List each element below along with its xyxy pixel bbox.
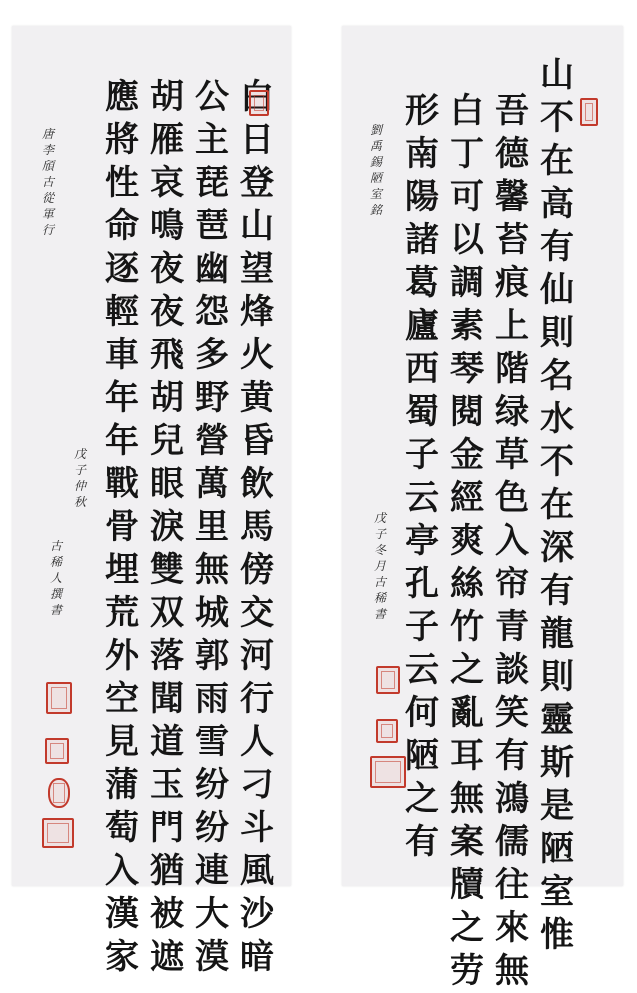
inscription-glyph: 書 <box>374 607 387 621</box>
calligraphy-char: 孔 <box>405 564 439 604</box>
calligraphy-char: 草 <box>495 435 529 475</box>
calligraphy-char: 骨 <box>105 507 139 547</box>
calligraphy-char: 之 <box>405 779 439 819</box>
calligraphy-char: 道 <box>150 722 184 762</box>
calligraphy-char: 營 <box>195 421 229 461</box>
inscription-glyph: 頎 <box>42 159 55 173</box>
calligraphy-char: 胡 <box>150 77 184 117</box>
calligraphy-char: 雁 <box>150 120 184 160</box>
inscription-glyph: 月 <box>374 559 387 573</box>
calligraphy-char: 雪 <box>195 722 229 762</box>
inscription-glyph: 劉 <box>370 123 383 137</box>
calligraphy-char: 笑 <box>495 693 529 733</box>
calligraphy-char: 馨 <box>495 177 529 217</box>
right-column-1 <box>537 54 577 957</box>
inscription-glyph: 人 <box>50 571 63 585</box>
calligraphy-char: 西 <box>405 349 439 389</box>
calligraphy-char: 蒲 <box>105 765 139 805</box>
calligraphy-char: 風 <box>240 851 274 891</box>
calligraphy-char: 痕 <box>495 263 529 303</box>
inscription-glyph: 戊 <box>374 511 387 525</box>
inscription-glyph: 秋 <box>74 495 87 509</box>
calligraphy-char: 何 <box>405 693 439 733</box>
right-seal-1 <box>376 666 400 694</box>
right-seal-3 <box>370 756 406 788</box>
calligraphy-char: 里 <box>195 507 229 547</box>
calligraphy-char: 萄 <box>105 808 139 848</box>
calligraphy-char: 河 <box>240 636 274 676</box>
calligraphy-char: 登 <box>240 163 274 203</box>
left-scroll <box>12 26 291 977</box>
calligraphy-char: 丁 <box>450 134 484 174</box>
calligraphy-char: 交 <box>240 593 274 633</box>
calligraphy-char: 見 <box>105 722 139 762</box>
calligraphy-char: 則 <box>540 657 574 697</box>
calligraphy-char: 主 <box>195 120 229 160</box>
inscription-glyph: 李 <box>42 143 55 157</box>
calligraphy-char: 性 <box>105 163 139 203</box>
left-column-1 <box>237 76 277 979</box>
calligraphy-char: 猶 <box>150 851 184 891</box>
calligraphy-char: 胡 <box>150 378 184 418</box>
calligraphy-char: 刁 <box>240 765 274 805</box>
inscription-glyph: 錫 <box>370 155 383 169</box>
calligraphy-char: 鳴 <box>150 206 184 246</box>
inscription-glyph: 戊 <box>74 447 87 461</box>
calligraphy-char: 上 <box>495 306 529 346</box>
left-inscription-title <box>42 126 54 238</box>
calligraphy-char: 帘 <box>495 564 529 604</box>
calligraphy-char: 漠 <box>195 937 229 977</box>
calligraphy-char: 閱 <box>450 392 484 432</box>
calligraphy-char: 萬 <box>195 464 229 504</box>
calligraphy-char: 埋 <box>105 550 139 590</box>
right-seal-top <box>580 98 598 126</box>
calligraphy-char: 纷 <box>195 808 229 848</box>
calligraphy-char: 有 <box>405 822 439 862</box>
calligraphy-char: 來 <box>495 908 529 948</box>
calligraphy-char: 靈 <box>540 700 574 740</box>
calligraphy-char: 望 <box>240 249 274 289</box>
calligraphy-char: 城 <box>195 593 229 633</box>
calligraphy-char: 將 <box>105 120 139 160</box>
right-seal-2 <box>376 719 398 743</box>
calligraphy-char: 德 <box>495 134 529 174</box>
calligraphy-char: 有 <box>540 227 574 267</box>
inscription-glyph: 仲 <box>74 479 87 493</box>
calligraphy-char: 黄 <box>240 378 274 418</box>
right-column-2 <box>492 90 532 993</box>
calligraphy-char: 琶 <box>195 206 229 246</box>
left-seal-2 <box>45 738 69 764</box>
calligraphy-char: 荒 <box>105 593 139 633</box>
left-seal-4 <box>42 818 74 848</box>
left-column-2 <box>192 76 232 979</box>
calligraphy-char: 之 <box>450 908 484 948</box>
calligraphy-char: 逐 <box>105 249 139 289</box>
calligraphy-char: 色 <box>495 478 529 518</box>
calligraphy-char: 入 <box>105 851 139 891</box>
calligraphy-char: 竹 <box>450 607 484 647</box>
calligraphy-char: 子 <box>405 607 439 647</box>
calligraphy-char: 龍 <box>540 614 574 654</box>
right-column-4 <box>402 90 442 864</box>
calligraphy-char: 鴻 <box>495 779 529 819</box>
calligraphy-char: 多 <box>195 335 229 375</box>
calligraphy-char: 烽 <box>240 292 274 332</box>
calligraphy-char: 陋 <box>540 829 574 869</box>
calligraphy-char: 則 <box>540 313 574 353</box>
calligraphy-char: 戰 <box>105 464 139 504</box>
calligraphy-char: 名 <box>540 356 574 396</box>
calligraphy-char: 命 <box>105 206 139 246</box>
calligraphy-char: 陋 <box>405 736 439 776</box>
inscription-glyph: 書 <box>50 603 63 617</box>
left-column-3 <box>147 76 187 979</box>
calligraphy-char: 雨 <box>195 679 229 719</box>
inscription-glyph: 古 <box>42 175 55 189</box>
right-inscription-date-signature <box>374 510 386 622</box>
calligraphy-char: 琵 <box>195 163 229 203</box>
calligraphy-char: 昏 <box>240 421 274 461</box>
calligraphy-char: 吾 <box>495 91 529 131</box>
calligraphy-char: 是 <box>540 786 574 826</box>
inscription-glyph: 銘 <box>370 203 383 217</box>
calligraphy-char: 漢 <box>105 894 139 934</box>
calligraphy-char: 劳 <box>450 951 484 991</box>
inscription-glyph: 稀 <box>374 591 387 605</box>
calligraphy-char: 高 <box>540 184 574 224</box>
calligraphy-char: 無 <box>195 550 229 590</box>
inscription-glyph: 唐 <box>42 127 55 141</box>
calligraphy-char: 在 <box>540 141 574 181</box>
inscription-glyph: 子 <box>374 527 387 541</box>
calligraphy-char: 車 <box>105 335 139 375</box>
right-column-3 <box>447 90 487 993</box>
inscription-glyph: 陋 <box>370 171 383 185</box>
calligraphy-char: 連 <box>195 851 229 891</box>
calligraphy-char: 玉 <box>150 765 184 805</box>
calligraphy-char: 往 <box>495 865 529 905</box>
calligraphy-char: 青 <box>495 607 529 647</box>
calligraphy-char: 室 <box>540 872 574 912</box>
calligraphy-char: 淚 <box>150 507 184 547</box>
calligraphy-char: 山 <box>240 206 274 246</box>
calligraphy-char: 绿 <box>495 392 529 432</box>
right-scroll <box>342 26 623 991</box>
calligraphy-char: 不 <box>540 442 574 482</box>
calligraphy-char: 落 <box>150 636 184 676</box>
calligraphy-char: 入 <box>495 521 529 561</box>
calligraphy-char: 双 <box>150 593 184 633</box>
calligraphy-char: 斯 <box>540 743 574 783</box>
calligraphy-char: 以 <box>450 220 484 260</box>
calligraphy-char: 眼 <box>150 464 184 504</box>
left-seal-1 <box>46 682 72 714</box>
calligraphy-char: 葛 <box>405 263 439 303</box>
calligraphy-char: 儒 <box>495 822 529 862</box>
calligraphy-char: 斗 <box>240 808 274 848</box>
calligraphy-char: 傍 <box>240 550 274 590</box>
calligraphy-char: 飛 <box>150 335 184 375</box>
left-seal-top <box>249 90 269 116</box>
calligraphy-char: 野 <box>195 378 229 418</box>
calligraphy-char: 雙 <box>150 550 184 590</box>
calligraphy-char: 無 <box>495 951 529 991</box>
left-column-4 <box>102 76 142 979</box>
calligraphy-char: 門 <box>150 808 184 848</box>
calligraphy-char: 有 <box>495 736 529 776</box>
calligraphy-char: 牘 <box>450 865 484 905</box>
calligraphy-char: 遮 <box>150 937 184 977</box>
inscription-glyph: 軍 <box>42 207 55 221</box>
calligraphy-char: 公 <box>195 77 229 117</box>
calligraphy-char: 廬 <box>405 306 439 346</box>
calligraphy-char: 夜 <box>150 292 184 332</box>
calligraphy-char: 陽 <box>405 177 439 217</box>
left-inscription-date <box>74 446 86 510</box>
calligraphy-char: 絲 <box>450 564 484 604</box>
calligraphy-char: 深 <box>540 528 574 568</box>
calligraphy-char: 家 <box>105 937 139 977</box>
inscription-glyph: 室 <box>370 187 383 201</box>
calligraphy-char: 空 <box>105 679 139 719</box>
right-inscription-title <box>370 122 382 218</box>
calligraphy-char: 大 <box>195 894 229 934</box>
calligraphy-char: 怨 <box>195 292 229 332</box>
inscription-glyph: 撰 <box>50 587 63 601</box>
inscription-glyph: 從 <box>42 191 55 205</box>
calligraphy-char: 日 <box>240 120 274 160</box>
calligraphy-char: 有 <box>540 571 574 611</box>
calligraphy-char: 素 <box>450 306 484 346</box>
calligraphy-char: 人 <box>240 722 274 762</box>
calligraphy-char: 行 <box>240 679 274 719</box>
calligraphy-char: 子 <box>405 435 439 475</box>
calligraphy-char: 經 <box>450 478 484 518</box>
calligraphy-char: 兒 <box>150 421 184 461</box>
calligraphy-char: 暗 <box>240 937 274 977</box>
calligraphy-char: 調 <box>450 263 484 303</box>
calligraphy-char: 亂 <box>450 693 484 733</box>
calligraphy-char: 年 <box>105 421 139 461</box>
calligraphy-char: 應 <box>105 77 139 117</box>
calligraphy-char: 輕 <box>105 292 139 332</box>
left-inscription-signature <box>50 538 62 618</box>
calligraphy-char: 案 <box>450 822 484 862</box>
calligraphy-char: 聞 <box>150 679 184 719</box>
calligraphy-char: 亭 <box>405 521 439 561</box>
calligraphy-char: 階 <box>495 349 529 389</box>
calligraphy-char: 白 <box>450 91 484 131</box>
calligraphy-char: 幽 <box>195 249 229 289</box>
calligraphy-char: 水 <box>540 399 574 439</box>
calligraphy-char: 不 <box>540 98 574 138</box>
left-seal-3 <box>48 778 70 808</box>
calligraphy-char: 山 <box>540 55 574 95</box>
calligraphy-char: 飲 <box>240 464 274 504</box>
calligraphy-char: 纷 <box>195 765 229 805</box>
calligraphy-char: 金 <box>450 435 484 475</box>
calligraphy-char: 云 <box>405 478 439 518</box>
calligraphy-char: 夜 <box>150 249 184 289</box>
calligraphy-char: 云 <box>405 650 439 690</box>
calligraphy-char: 馬 <box>240 507 274 547</box>
calligraphy-char: 年 <box>105 378 139 418</box>
calligraphy-char: 可 <box>450 177 484 217</box>
calligraphy-char: 談 <box>495 650 529 690</box>
calligraphy-char: 在 <box>540 485 574 525</box>
calligraphy-char: 哀 <box>150 163 184 203</box>
calligraphy-char: 諸 <box>405 220 439 260</box>
calligraphy-char: 之 <box>450 650 484 690</box>
calligraphy-char: 被 <box>150 894 184 934</box>
inscription-glyph: 古 <box>50 539 63 553</box>
calligraphy-char: 耳 <box>450 736 484 776</box>
calligraphy-char: 蜀 <box>405 392 439 432</box>
calligraphy-char: 南 <box>405 134 439 174</box>
inscription-glyph: 稀 <box>50 555 63 569</box>
calligraphy-char: 琴 <box>450 349 484 389</box>
calligraphy-char: 無 <box>450 779 484 819</box>
calligraphy-char: 惟 <box>540 915 574 955</box>
calligraphy-char: 火 <box>240 335 274 375</box>
calligraphy-char: 白 <box>240 77 274 117</box>
inscription-glyph: 行 <box>42 223 55 237</box>
calligraphy-char: 形 <box>405 91 439 131</box>
calligraphy-char: 爽 <box>450 521 484 561</box>
inscription-glyph: 子 <box>74 463 87 477</box>
inscription-glyph: 古 <box>374 575 387 589</box>
calligraphy-char: 沙 <box>240 894 274 934</box>
inscription-glyph: 冬 <box>374 543 387 557</box>
calligraphy-char: 仙 <box>540 270 574 310</box>
calligraphy-char: 郭 <box>195 636 229 676</box>
inscription-glyph: 禹 <box>370 139 383 153</box>
calligraphy-char: 外 <box>105 636 139 676</box>
calligraphy-char: 苔 <box>495 220 529 260</box>
